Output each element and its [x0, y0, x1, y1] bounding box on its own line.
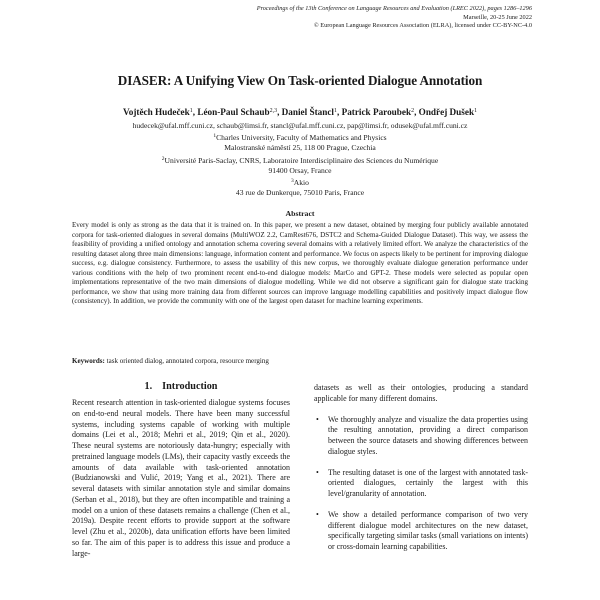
intro-continuation: datasets as well as their ontologies, producing a standard applicable for many different domains.	[314, 383, 528, 403]
affiliation-2: $^2$Université Paris-Saclay, CNRS, Laboratoire Interdisciplinaire des Sciences du Numérique	[161, 155, 439, 165]
author-affiliation-mark: 2	[411, 108, 415, 114]
abstract-heading: Abstract	[285, 209, 315, 218]
license-line: © European Language Resources Association (ELRA), licensed under CC-BY-NC-4.0	[313, 22, 532, 30]
intro-left-column: Recent research attention in task-oriented dialogue systems focuses on end-to-end neural models. There have been many successful systems, including systems capable of working with multiple domains (Lei et al., 2018; Mehri et al., 2019; Qin et al., 2020). These neural systems are notoriously data-hungry; especially with pretrained language models (LMs), their capacity vastly exceeds the amounts of data available with task-oriented annotation (Budzianowski and Vulić, 2019; Yang et al., 2021). There are several datasets with similar annotation style and similar domains (Serban et al., 2018), but they are often incompatible and training a model on a union of these datasets remains a challenge (Chen et al., 2019a). Despite recent efforts to provide support at the software level (Zhu et al., 2020b), data unification efforts have been limited so far. The aim of this paper is to address this issue and produce a large-	[72, 398, 290, 558]
list-item: • We thoroughly analyze and visualize the data properties using the resulting annotation, providing a direct comparison between the source datasets and showing differences between dialogue styles.	[316, 414, 528, 456]
author-affiliation-mark: 2,3	[269, 108, 278, 114]
venue-line: Proceedings of the 13th Conference on Language Resources and Evaluation (LREC 2022), pages 1286–1296	[256, 5, 532, 12]
section-heading	[72, 381, 290, 392]
affiliations	[0, 121, 600, 198]
affiliation-1: $^1$Charles University, Faculty of Mathematics and Physics	[213, 133, 387, 143]
bullet-icon: •	[316, 509, 319, 519]
contribution-list	[314, 415, 528, 553]
author-affiliation-mark: 1	[474, 108, 478, 114]
author-name: Patrick Paroubek	[341, 107, 412, 117]
author-affiliation-mark: 1	[189, 108, 193, 114]
author-name: Vojtěch Hudeček	[122, 107, 190, 117]
keywords	[72, 357, 528, 365]
bullet-icon: •	[316, 467, 319, 477]
conference-header	[257, 5, 532, 31]
list-item: • We show a detailed performance comparison of two very different dialogue model architectures on the new dataset, specifically targeting similar tasks (small variations on intents) or cross-domain learning capabilities.	[316, 509, 528, 551]
intro-right-column	[314, 383, 528, 563]
paper-title: DIASER: A Unifying View On Task-oriented Dialogue Annotation	[117, 73, 483, 88]
keywords-list: task oriented dialog, annotated corpora, resource merging	[106, 357, 269, 365]
abstract-text: Every model is only as strong as the data that it is trained on. In this paper, we present a new dataset, obtained by merging four publicly available annotated corpora for task-oriented dialogues in several domains (MultiWOZ 2.2, CamRest676, DSTC2 and Schema-Guided Dialogue Dataset). This way, we assess the feasibility of providing a unified ontology and annotation schema covering several domains with a relatively limited effort. We analyze the characteristics of the resulting dataset along three main dimensions: language, information content and performance. We focus on aspects likely to be pertinent for improving dialogue success, e.g. dialogue consistency. Furthermore, to assess the usability of this new corpus, we thoroughly evaluate dialogue generation performance under various conditions with the help of two prominent recent end-to-end dialogue models: MarCo and GPT-2. These models were selected as popular open implementations representative of the two main dimensions of dialogue modelling. While we did not observe a significant gain for dialogue state tracking performance, we show that using more training data from different sources can improve language modelling capabilities and positively impact dialogue flow (consistency). In addition, we provide the community with one of the largest open dataset for machine learning experiments.	[72, 221, 528, 306]
location-line: Marseille, 20-25 June 2022	[463, 13, 532, 21]
section-number: 1.	[144, 381, 153, 392]
author-name: Léon-Paul Schaub	[197, 107, 270, 117]
bullet-icon: •	[316, 414, 319, 424]
affiliation-1-address: Malostranské náměstí 25, 118 00 Prague, Czechia	[224, 143, 376, 153]
list-item: • The resulting dataset is one of the largest with annotated task-oriented dialogues, certainly the largest with this level/granularity of annotation.	[316, 467, 528, 498]
author-affiliation-mark: 1	[333, 108, 337, 114]
author-name: Daniel Štancl	[281, 107, 334, 117]
affiliation-2-address: 91400 Orsay, France	[268, 165, 332, 175]
author-list: Vojtěch Hudeček$^1$, Léon-Paul Schaub$^{2,3}$, Daniel Štancl$^1$, Patrick Paroubek$^2$, Ondřej Dušek$^1$	[122, 107, 478, 117]
section-title: Introduction	[162, 381, 218, 392]
author-name: Ondřej Dušek	[418, 107, 475, 117]
affiliation-3: $^3$Akio	[291, 178, 309, 188]
keywords-label: Keywords:	[72, 357, 105, 365]
affiliation-3-address: 43 rue de Dunkerque, 75010 Paris, France	[235, 188, 365, 198]
author-emails: hudecek@ufal.mff.cuni.cz, schaub@limsi.fr, stancl@ufal.mff.cuni.cz, pap@limsi.fr, odusek@ufal.mff.cuni.cz	[132, 121, 468, 130]
